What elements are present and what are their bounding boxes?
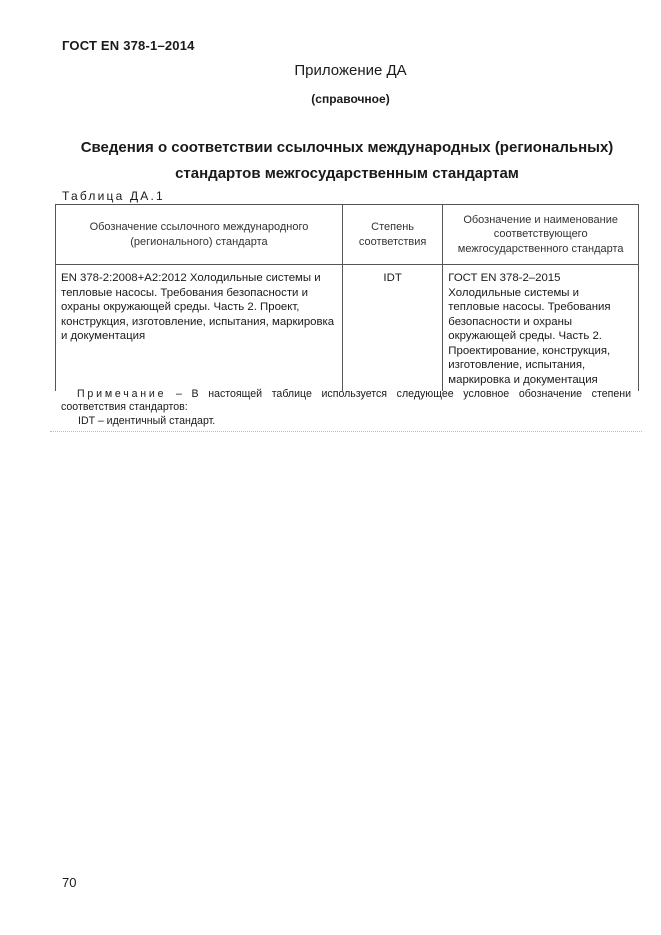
note-text: – В настоящей таблице используется следующее условное обозначение степени соответствия стандартов: bbox=[61, 388, 631, 413]
table-row bbox=[56, 265, 639, 392]
header-reference-standard: Обозначение ссылочного международного (регионального) стандарта bbox=[56, 205, 343, 265]
cell-interstate-standard: ГОСТ EN 378-2–2015 Холодильные системы и тепловые насосы. Требования безопасности и охраны окружающей среды. Часть 2. Проектирование, конструкция, изготовление, испытания, маркировка и документация bbox=[443, 265, 639, 392]
document-code: ГОСТ EN 378-1–2014 bbox=[62, 38, 195, 53]
correspondence-table bbox=[55, 204, 639, 391]
page-number: 70 bbox=[62, 875, 77, 890]
cell-reference-standard: EN 378-2:2008+A2:2012 Холодильные системы и тепловые насосы. Требования безопасности и охраны окружающей среды. Часть 2. Проект, конструкция, изготовление, испытания, маркировка и документация bbox=[56, 265, 343, 392]
header-degree: Степень соответствия bbox=[342, 205, 442, 265]
cell-degree: IDT bbox=[342, 265, 442, 392]
heading-line-1: Сведения о соответствии ссылочных международных (региональных) bbox=[80, 139, 614, 156]
table-bottom-divider bbox=[50, 427, 642, 432]
note-label: Примечание bbox=[77, 388, 167, 400]
table-note bbox=[61, 388, 631, 414]
section-heading bbox=[58, 135, 636, 187]
header-interstate-standard: Обозначение и наименование соответствующего межгосударственного стандарта bbox=[443, 205, 639, 265]
annex-status: (справочное) bbox=[311, 92, 390, 106]
heading-line-2: стандартов межгосударственным стандартам bbox=[175, 165, 519, 182]
annex-title: Приложение ДА bbox=[294, 62, 407, 79]
table-header-row bbox=[56, 205, 639, 265]
table-caption: Таблица ДА.1 bbox=[62, 189, 165, 203]
note-idt-definition: IDT – идентичный стандарт. bbox=[78, 415, 216, 427]
